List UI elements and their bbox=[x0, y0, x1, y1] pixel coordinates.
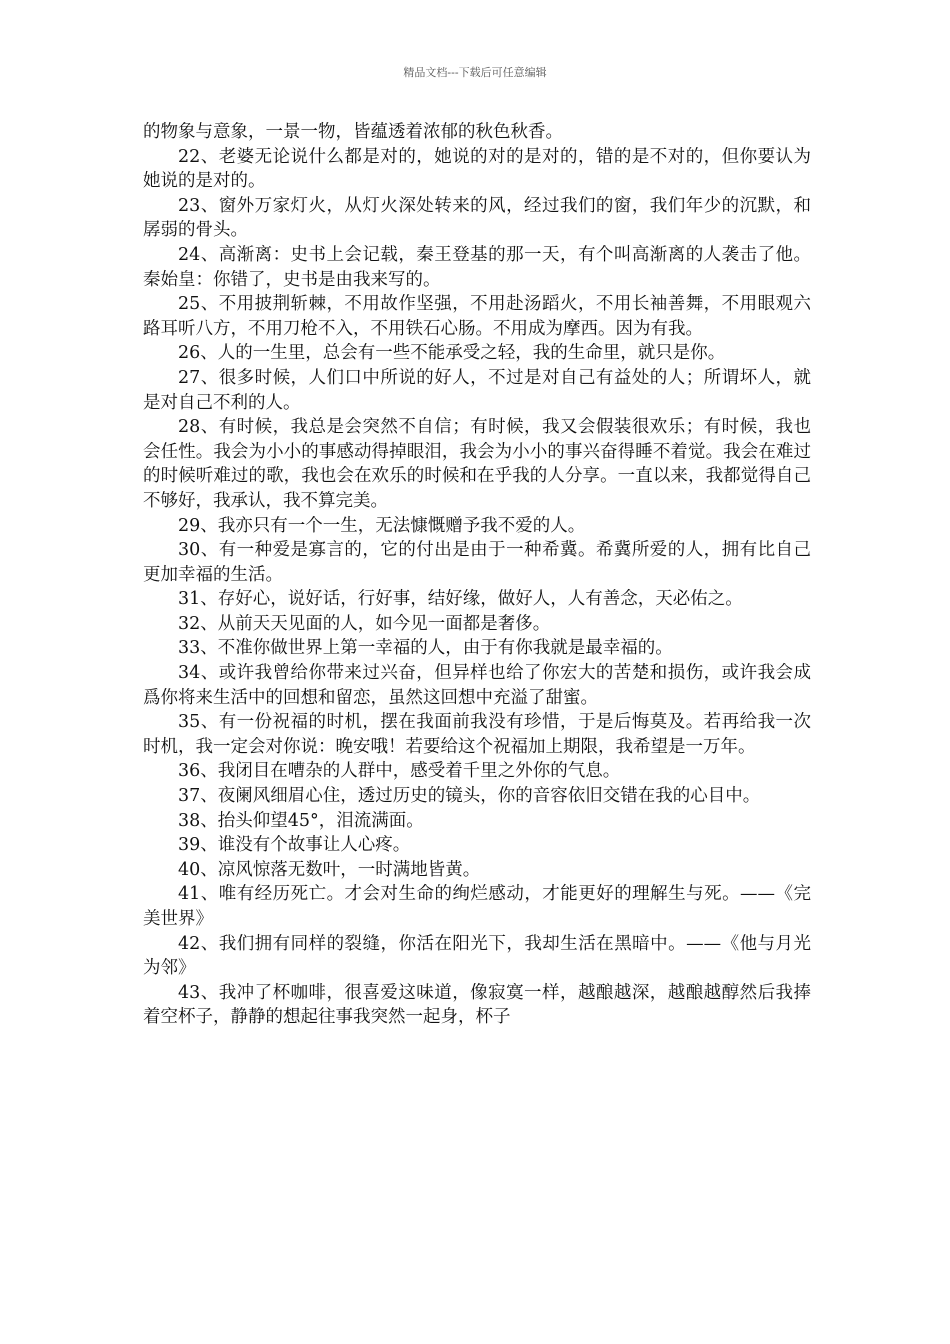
paragraph: 32、从前天天见面的人，如今见一面都是奢侈。 bbox=[178, 613, 551, 634]
paragraph: 31、存好心，说好话，行好事，结好缘，做好人，人有善念，天必佑之。 bbox=[178, 589, 743, 610]
paragraph: 36、我闭目在嘈杂的人群中，感受着千里之外你的气息。 bbox=[178, 761, 621, 782]
paragraph: 33、不准你做世界上第一幸福的人，由于有你我就是最幸福的。 bbox=[178, 638, 673, 659]
paragraph: 30、有一种爱是寡言的，它的付出是由于一种希冀。希冀所爱的人，拥有比自己更加幸福的生活。 bbox=[143, 540, 811, 585]
paragraph: 24、高渐离：史书上会记载，秦王登基的那一天，有个叫高渐离的人袭击了他。秦始皇：你错了，史书是由我来写的。 bbox=[143, 244, 811, 290]
paragraph: 29、我亦只有一个一生，无法慷慨赠予我不爱的人。 bbox=[178, 515, 586, 536]
paragraph: 41、唯有经历死亡。才会对生命的绚烂感动，才能更好的理解生与死。——《完美世界》 bbox=[143, 884, 811, 929]
page-header: 精品文档---下载后可任意编辑 bbox=[403, 66, 547, 79]
document-body bbox=[143, 120, 811, 1030]
paragraph: 26、人的一生里，总会有一些不能承受之轻，我的生命里，就只是你。 bbox=[178, 343, 726, 364]
paragraph: 42、我们拥有同样的裂缝，你活在阳光下，我却生活在黑暗中。——《他与月光为邻》 bbox=[143, 933, 811, 979]
paragraph: 35、有一份祝福的时机，摆在我面前我没有珍惜，于是后悔莫及。若再给我一次时机，我一定会对你说：晚安哦！若要给这个祝福加上期限，我希望是一万年。 bbox=[143, 712, 811, 757]
paragraph: 40、凉风惊落无数叶，一时满地皆黄。 bbox=[178, 859, 481, 880]
paragraph: 23、窗外万家灯火，从灯火深处转来的风，经过我们的窗，我们年少的沉默，和孱弱的骨头。 bbox=[143, 195, 811, 241]
paragraph: 34、或许我曾给你带来过兴奋，但异样也给了你宏大的苦楚和损伤，或许我会成爲你将来生活中的回想和留恋，虽然这回想中充溢了甜蜜。 bbox=[143, 663, 811, 708]
paragraph: 37、夜阑风细眉心住，透过历史的镜头，你的音容依旧交错在我的心目中。 bbox=[178, 786, 761, 807]
paragraph: 25、不用披荆斩棘，不用故作坚强，不用赴汤蹈火，不用长袖善舞，不用眼观六路耳听八方，不用刀枪不入，不用铁石心肠。不用成为摩西。因为有我。 bbox=[143, 294, 811, 339]
paragraph: 38、抬头仰望45°，泪流满面。 bbox=[178, 810, 424, 831]
paragraph: 28、有时候，我总是会突然不自信；有时候，我又会假装很欢乐；有时候，我也会任性。我会为小小的事感动得掉眼泪，我会为小小的事兴奋得睡不着觉。我会在难过的时候听难过的歌，我也会在欢乐的时候和在乎我的人分享。一直以来，我都觉得自己不够好，我承认，我不算完美。 bbox=[143, 417, 811, 511]
paragraph: 39、谁没有个故事让人心疼。 bbox=[178, 835, 411, 856]
paragraph: 27、很多时候，人们口中所说的好人，不过是对自己有益处的人；所谓坏人，就是对自己不利的人。 bbox=[143, 367, 811, 413]
paragraph: 的物象与意象，一景一物，皆蕴透着浓郁的秋色秋香。 bbox=[143, 122, 563, 142]
paragraph: 43、我冲了杯咖啡，很喜爱这味道，像寂寞一样，越酿越深，越酿越醇然后我捧着空杯子，静静的想起往事我突然一起身，杯子 bbox=[143, 982, 811, 1028]
paragraph: 22、老婆无论说什么都是对的，她说的对的是对的，错的是不对的，但你要认为她说的是对的。 bbox=[143, 146, 811, 192]
